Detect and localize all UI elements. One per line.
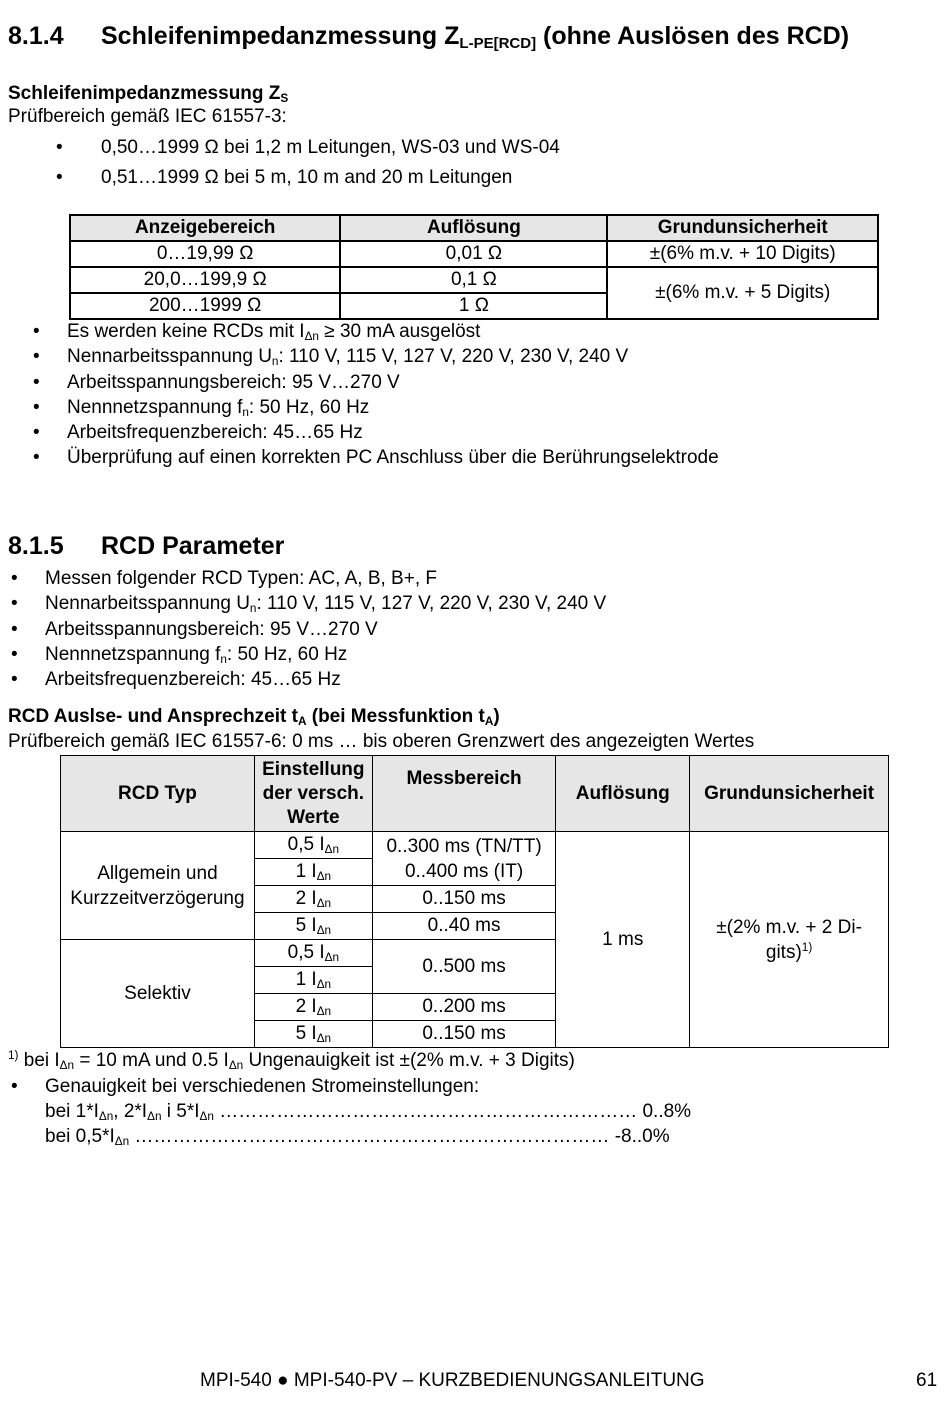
column-header: RCD Typ	[61, 756, 255, 832]
list-item: • Es werden keine RCDs mit $I_{\Delta n} \ge 30$ mA ausgelöst	[8, 321, 719, 346]
parameter-list-815	[8, 568, 606, 694]
accuracy-line: bei $0,5*I_{\Delta n}$ ………………………………………………………………… -8..0%	[45, 1126, 670, 1148]
table-row: 5 $I_{\Delta n}$ 0..40 ms	[61, 913, 889, 940]
table-row: 5 $I_{\Delta n}$ 0..150 ms	[61, 1021, 889, 1048]
list-item: • Nennarbeitsspannung $U_n$: 110 V, 115 V, 127 V, 220 V, 230 V, 240 V	[8, 346, 719, 371]
list-item: • Nennnetzspannung $f_n$: 50 Hz, 60 Hz	[8, 397, 719, 422]
accuracy-line: bei $1*I_{\Delta n}$, $2*I_{\Delta n}$ i $5*I_{\Delta n}$ ………………………………………………………… 0..8%	[45, 1101, 692, 1123]
column-header: Messbereich	[372, 756, 556, 832]
column-header: Anzeigebereich	[70, 215, 340, 241]
table-row: 1 $I_{\Delta n}$	[61, 967, 889, 994]
section-number: 8.1.5	[8, 532, 64, 560]
list-item: • Arbeitsfrequenzbereich: 45…65 Hz	[8, 669, 606, 694]
parameter-list-814	[8, 321, 719, 473]
column-header: Auflösung	[340, 215, 607, 241]
list-item: • Arbeitsfrequenzbereich: 45…65 Hz	[8, 422, 719, 447]
accuracy-list	[8, 1076, 479, 1101]
table-row: 2 $I_{\Delta n}$ 0..200 ms	[61, 994, 889, 1021]
range-text: Prüfbereich gemäß IEC 61557-3:	[8, 106, 287, 127]
list-item: • Nennarbeitsspannung $U_n$: 110 V, 115 V, 127 V, 220 V, 230 V, 240 V	[8, 593, 606, 618]
section-heading-8-1-4: 8.1.4 Schleifenimpedanzmessung $Z_{L-PE[RCD]}$ (ohne Auslösen des RCD)	[8, 22, 850, 52]
subheading-ta: RCD Auslse- und Ansprechzeit $t_A$ (bei Messfunktion $t_A$)	[8, 706, 500, 728]
table-row: 200…1999 Ω 1 Ω	[70, 293, 878, 319]
table-row: 0…19,99 Ω 0,01 Ω ±(6% m.v. + 10 Digits)	[70, 241, 878, 267]
list-item: • Überprüfung auf einen korrekten PC Anschluss über die Berührungselektrode	[8, 447, 719, 472]
table-row: 1 $I_{\Delta n}$	[61, 859, 889, 886]
zs-table	[69, 214, 879, 320]
range-list	[8, 137, 560, 197]
table-row: 2 $I_{\Delta n}$ 0..150 ms	[61, 886, 889, 913]
list-item: • 0,50…1999 Ω bei 1,2 m Leitungen, WS-03 und WS-04	[8, 137, 560, 167]
rcd-table	[60, 755, 889, 1048]
page-number: 61	[916, 1370, 938, 1391]
list-item: • 0,51…1999 Ω bei 5 m, 10 m and 20 m Leitungen	[8, 167, 560, 197]
list-item: • Arbeitsspannungsbereich: 95 V…270 V	[8, 619, 606, 644]
list-item: • Nennnetzspannung $f_n$: 50 Hz, 60 Hz	[8, 644, 606, 669]
footer-text: MPI-540 ● MPI-540-PV – KURZBEDIENUNGSANLEITUNG	[200, 1370, 705, 1391]
column-header: Auflösung	[556, 756, 690, 832]
list-item: • Arbeitsspannungsbereich: 95 V…270 V	[8, 372, 719, 397]
column-header: Grundunsicherheit	[690, 756, 889, 832]
list-item: • Genauigkeit bei verschiedenen Stromeinstellungen:	[8, 1076, 479, 1101]
range-text: Prüfbereich gemäß IEC 61557-6: 0 ms … bis oberen Grenzwert des angezeigten Wertes	[8, 731, 755, 752]
list-item: • Messen folgender RCD Typen: AC, A, B, B+, F	[8, 568, 606, 593]
section-heading-8-1-5: 8.1.5 RCD Parameter	[8, 532, 285, 560]
footnote: $^{1)}$ bei $I_{\Delta n} = 10$ mA und 0.5 $I_{\Delta n}$ Ungenauigkeit ist ±(2% m.v. + 3 Digits)	[8, 1048, 575, 1072]
subheading-zs: Schleifenimpedanzmessung $Z_S$	[8, 83, 289, 105]
table-row: Allgemein und Kurzzeitverzögerung 0,5 $I_{\Delta n}$ 0..300 ms (TN/TT) 0..400 ms (IT) 1 ms ±(2% m.v. + 2 Di- gits)$^{1)}$	[61, 832, 889, 859]
table-row: 20,0…199,9 Ω 0,1 Ω ±(6% m.v. + 5 Digits)	[70, 267, 878, 293]
table-row: Selektiv 0,5 $I_{\Delta n}$ 0..500 ms	[61, 940, 889, 967]
column-header: Einstellung der versch. Werte	[254, 756, 372, 832]
column-header: Grundunsicherheit	[607, 215, 878, 241]
section-number: 8.1.4	[8, 22, 64, 50]
